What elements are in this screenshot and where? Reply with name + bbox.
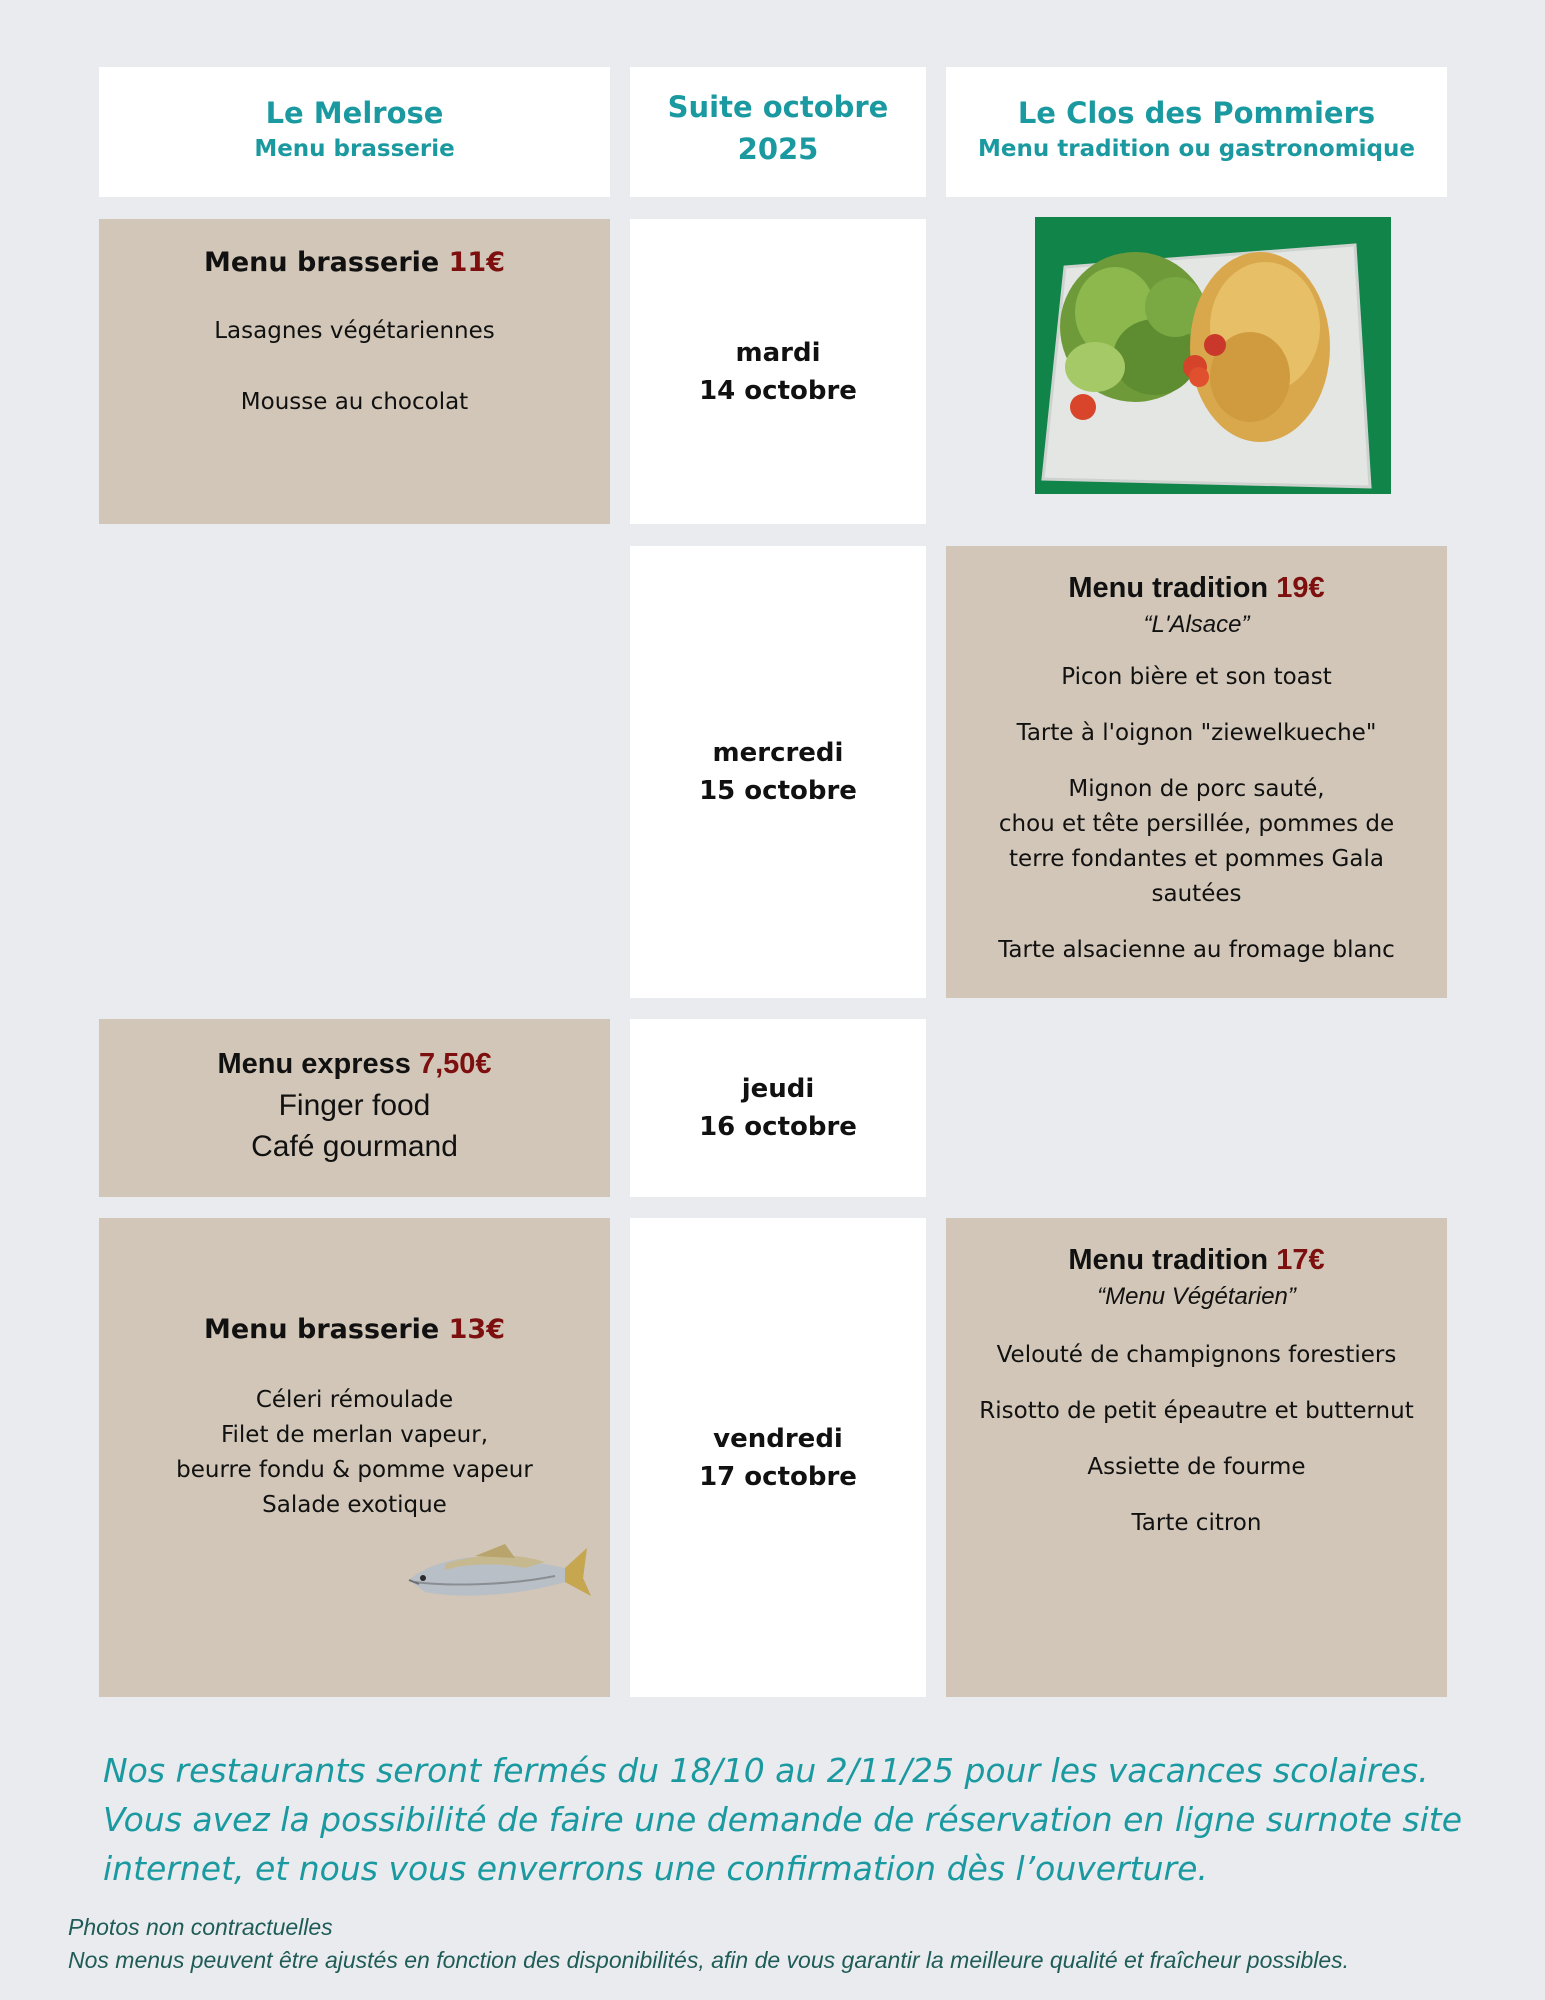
menu-price: 19€ [1276, 572, 1325, 604]
restaurant-name-clos: Le Clos des Pommiers [1017, 96, 1376, 130]
menu-title: Menu tradition 19€ [1068, 572, 1325, 604]
menu-theme: “Menu Végétarien” [1097, 1283, 1296, 1310]
menu-title: Menu brasserie 13€ [203, 1314, 505, 1345]
day-cell-tuesday [630, 219, 926, 524]
day-name: mardi [735, 337, 821, 368]
notice-line: Vous avez la possibilité de faire une demande de réservation en ligne surnote site [103, 1800, 1462, 1839]
day-cell-wednesday [630, 546, 926, 998]
menu-type-clos: Menu tradition ou gastronomique [978, 136, 1415, 162]
menu-theme: “L'Alsace” [1143, 611, 1250, 638]
melrose-friday-menu [99, 1218, 610, 1697]
menu-price: 7,50€ [418, 1048, 492, 1080]
melrose-tuesday-menu [99, 219, 610, 524]
day-date: 17 octobre [699, 1461, 857, 1492]
day-cell-friday [630, 1218, 926, 1697]
dish: chou et tête persillée, pommes de [998, 811, 1395, 837]
header-clos [946, 67, 1447, 197]
dish-photo-salad [1035, 217, 1391, 494]
dish: Tarte alsacienne au fromage blanc [998, 937, 1395, 963]
footer-disclaimer [68, 1911, 1528, 1977]
dish: Tarte à l'oignon "ziewelkueche" [1016, 720, 1377, 746]
header-melrose [99, 67, 610, 197]
dish: Finger food [278, 1089, 431, 1122]
day-name: vendredi [713, 1423, 843, 1454]
closure-notice [103, 1746, 1523, 1893]
notice-line: Nos restaurants seront fermés du 18/10 au 2/11/25 pour les vacances scolaires. [103, 1751, 1429, 1790]
dish: Tarte citron [1131, 1510, 1262, 1536]
dish: Lasagnes végétariennes [214, 318, 495, 344]
day-name: jeudi [741, 1074, 815, 1104]
dish: Mignon de porc sauté, [1068, 776, 1325, 802]
menu-type-melrose: Menu brasserie [254, 136, 455, 162]
day-name: mercredi [712, 738, 844, 768]
menu-price: 17€ [1276, 1244, 1325, 1276]
dish: Picon bière et son toast [1061, 664, 1332, 690]
menu-title: Menu express 7,50€ [217, 1048, 492, 1080]
footer-line: Photos non contractuelles [68, 1914, 333, 1940]
dish: Salade exotique [262, 1492, 447, 1518]
day-date: 16 octobre [699, 1112, 857, 1142]
menu-title: Menu tradition 17€ [1068, 1244, 1325, 1276]
dish: Assiette de fourme [1087, 1454, 1306, 1480]
day-date: 15 octobre [699, 776, 857, 806]
clos-friday-menu [946, 1218, 1447, 1697]
day-date: 14 octobre [699, 375, 857, 406]
menu-price: 13€ [448, 1314, 505, 1345]
melrose-thursday-menu [99, 1019, 610, 1197]
clos-wednesday-menu [946, 546, 1447, 998]
footer-line: Nos menus peuvent être ajustés en fonction des disponibilités, afin de vous garantir la meilleure qualité et fraîcheur possibles. [68, 1947, 1350, 1973]
day-cell-thursday [630, 1019, 926, 1197]
header-period [630, 67, 926, 197]
dish: Mousse au chocolat [240, 389, 469, 415]
dish: Risotto de petit épeautre et butternut [979, 1398, 1414, 1424]
period-line2: 2025 [737, 132, 819, 166]
notice-line: internet, et nous vous enverrons une confirmation dès l’ouverture. [103, 1849, 1208, 1888]
dish: sautées [1151, 881, 1242, 907]
dish: Café gourmand [251, 1130, 458, 1163]
fish-illustration [405, 1538, 593, 1610]
dish: Filet de merlan vapeur, [220, 1422, 489, 1448]
dish: terre fondantes et pommes Gala [1009, 846, 1384, 872]
restaurant-name-melrose: Le Melrose [265, 96, 444, 130]
menu-price: 11€ [448, 247, 505, 278]
menu-title: Menu brasserie 11€ [203, 247, 505, 278]
dish: Céleri rémoulade [255, 1387, 454, 1413]
dish: beurre fondu & pomme vapeur [176, 1457, 533, 1483]
dish: Velouté de champignons forestiers [996, 1342, 1397, 1368]
period-line1: Suite octobre [667, 90, 889, 124]
